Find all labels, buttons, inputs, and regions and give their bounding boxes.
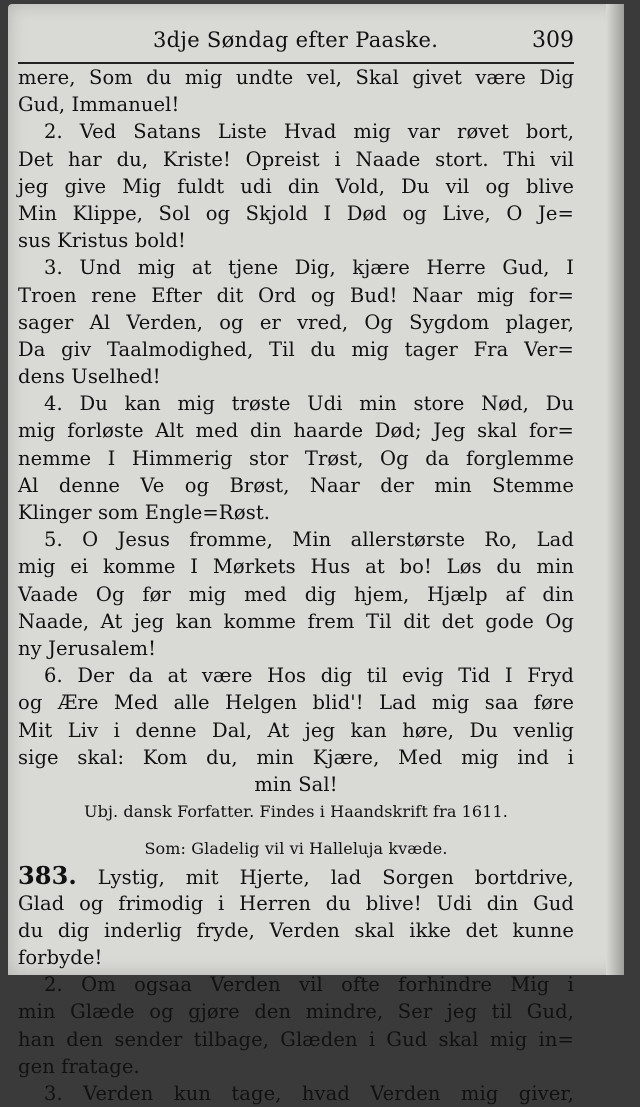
hymn-first-line bbox=[18, 862, 574, 889]
text-line: 4. Du kan mig trøste Udi min store Nød, Du bbox=[44, 392, 574, 416]
text-line: min Sal! bbox=[254, 772, 338, 796]
text-line: Vaade Og før mig med dig hjem, Hjælp af din bbox=[18, 582, 574, 606]
text-line: 6. Der da at være Hos dig til evig Tid I Fryd bbox=[44, 664, 574, 688]
page-header bbox=[18, 26, 574, 64]
text-line: sus Kristus bold! bbox=[18, 229, 186, 253]
text-line: Troen rene Efter dit Ord og Bud! Naar mig for= bbox=[18, 283, 574, 307]
text-line: nemme I Himmerig stor Trøst, Og da forglemme bbox=[18, 446, 574, 470]
text-line: Mit Liv i denne Dal, At jeg kan høre, Du venlig bbox=[18, 718, 574, 742]
text-line: Det har du, Kriste! Opreist i Naade stort. Thi vil bbox=[18, 147, 574, 171]
text-line: sige skal: Kom du, min Kjære, Med mig ind i bbox=[18, 745, 574, 769]
text-line: 2. Om ogsaa Verden vil ofte forhindre Mig i bbox=[44, 973, 574, 997]
text-line: jeg give Mig fuldt udi din Vold, Du vil og blive bbox=[18, 174, 574, 198]
text-line: Al denne Ve og Brøst, Naar der min Stemme bbox=[18, 473, 574, 497]
text-line: dens Uselhed! bbox=[18, 365, 161, 389]
text-line: 3. Verden kun tage, hvad Verden mig giver, bbox=[44, 1081, 574, 1105]
running-title: 3dje Søndag efter Paaske. bbox=[153, 28, 439, 52]
text-line: 2. Ved Satans Liste Hvad mig var røvet bort, bbox=[44, 120, 574, 144]
text-line: 3. Und mig at tjene Dig, kjære Herre Gud, I bbox=[44, 256, 574, 280]
text-line: mig ei komme I Mørkets Hus at bo! Løs du min bbox=[18, 555, 574, 579]
text-line: Min Klippe, Sol og Skjold I Død og Live, O Je= bbox=[18, 201, 574, 225]
author-attribution: Ubj. dansk Forfatter. Findes i Haandskrift fra 1611. bbox=[84, 802, 508, 822]
hymn-text-block bbox=[18, 64, 574, 1107]
text-line: Klinger som Engle=Røst. bbox=[18, 501, 271, 524]
text-line: Glad og frimodig i Herren du blive! Udi din Gud bbox=[18, 891, 574, 915]
text-line: mere, Som du mig undte vel, Skal givet være Dig bbox=[18, 66, 574, 89]
hymn-number: 383. bbox=[18, 861, 77, 891]
melody-note: Som: Gladelig vil vi Halleluja kvæde. bbox=[144, 839, 448, 859]
spacer bbox=[18, 825, 574, 835]
text-line: forbyde! bbox=[18, 946, 103, 969]
text-line: 5. O Jesus fromme, Min allerstørste Ro, Lad bbox=[44, 528, 574, 552]
text-line: Gud, Immanuel! bbox=[18, 93, 180, 117]
text-line: Naade, At jeg kan komme frem Til dit det gode Og bbox=[18, 609, 574, 633]
text-line: han den sender tilbage, Glæden i Gud skal mig in= bbox=[18, 1027, 574, 1051]
text-line: mig forløste Alt med din haarde Død; Jeg skal for= bbox=[18, 419, 574, 443]
first-line-text: Lystig, mit Hjerte, lad Sorgen bortdrive, bbox=[97, 866, 574, 890]
text-line: Da giv Taalmodighed, Til du mig tager Fra Ver= bbox=[18, 337, 574, 361]
page-curl-shadow bbox=[606, 4, 624, 975]
text-line: min Glæde og gjøre den mindre, Ser jeg til Gud, bbox=[18, 1000, 574, 1024]
text-line: gen fratage. bbox=[18, 1054, 140, 1078]
page-number: 309 bbox=[532, 28, 574, 53]
book-page bbox=[8, 4, 624, 1105]
text-line: ny Jerusalem! bbox=[18, 636, 157, 660]
text-line: og Ære Med alle Helgen blid'! Lad mig saa føre bbox=[18, 691, 574, 715]
text-line: sager Al Verden, og er vred, Og Sygdom plager, bbox=[18, 310, 574, 334]
text-line: du dig inderlig fryde, Verden skal ikke det kunne bbox=[18, 918, 574, 942]
